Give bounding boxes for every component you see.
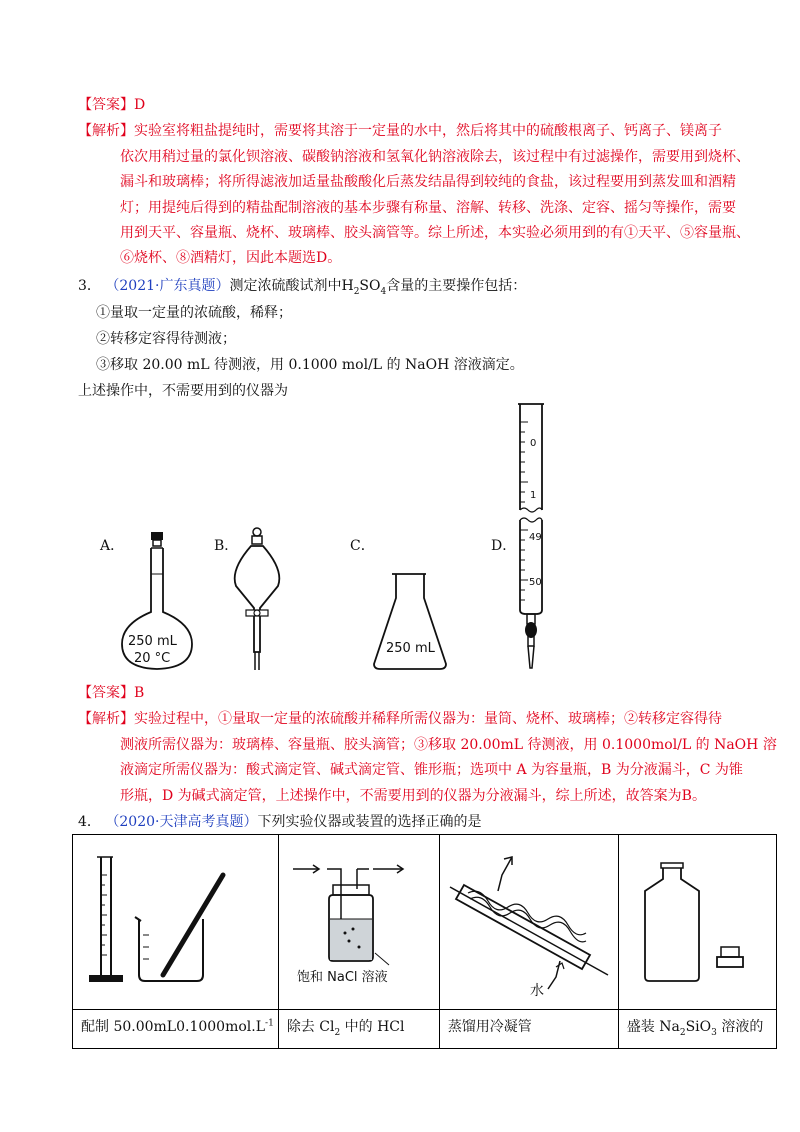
gas-washing-bottle-figure: [279, 835, 439, 1005]
q2-analysis-tag: 【解析】: [78, 123, 134, 139]
q3-analysis-line-2: 测液所需仪器为：玻璃棒、容量瓶、胶头滴管；③移取 20.00mL 待测液，用 0.1000mol/L 的 NaOH 溶: [120, 737, 777, 753]
flask-label-temp: 20 °C: [134, 651, 171, 666]
q2-analysis-line-3: 漏斗和玻璃棒；将所得滤液加适量盐酸酸化后蒸发结晶得到较纯的食盐，该过程要用到蒸发皿和酒精: [120, 174, 736, 190]
base-burette-figure: [510, 402, 552, 672]
burette-tick-49: 49: [529, 532, 542, 543]
q3-analysis-line-4: 形瓶，D 为碱式滴定管，上述操作中，不需要用到的仪器为分液漏斗，综上所述，故答案为B。: [120, 788, 706, 804]
q3-formula: $H_2SO_4$: [341, 278, 387, 297]
q2-answer-value: D: [134, 97, 146, 113]
q2-analysis-line-2: 依次用稍过量的氯化钡溶液、碳酸钠溶液和氢氧化钠溶液除去，该过程中有过滤操作，需要用到烧杯、: [120, 149, 750, 165]
q3-step-1: ①量取一定量的浓硫酸，稀释；: [96, 305, 292, 321]
q3-answer-value: B: [134, 685, 145, 701]
graduated-cylinder-beaker-figure: [73, 835, 259, 1005]
q3-step-3: ③移取 20.00 mL 待测液，用 0.1000 mol/L 的 NaOH 溶液滴定。: [96, 357, 524, 373]
q3-step-2: ②转移定容得待测液；: [96, 331, 236, 347]
q4-cell-graduated-cylinder: [73, 835, 279, 1010]
q3-source: （2021·广东真题）: [105, 278, 230, 294]
erlenmeyer-label: 250 mL: [386, 641, 435, 656]
option-c-label: C．: [350, 538, 375, 554]
volumetric-flask-figure: [118, 528, 198, 674]
erlenmeyer-flask-figure: [370, 572, 452, 672]
q4-cell-reagent-bottle: [618, 835, 776, 1010]
option-d-label: D．: [491, 538, 517, 554]
burette-tick-0: 0: [530, 438, 537, 449]
option-b-label: B．: [214, 538, 239, 554]
q4-caption-4: 盛装 $Na_2SiO_3$ 溶液的: [618, 1010, 776, 1049]
q2-analysis-line-5: 用到天平、容量瓶、烧杯、玻璃棒、胶头滴管等。综上所述，本实验必须用到的有①天平、⑤容量瓶、: [120, 225, 750, 241]
q3-question: 上述操作中，不需要用到的仪器为: [78, 383, 288, 399]
q2-answer: [78, 95, 145, 115]
condenser-label: 水: [529, 983, 544, 999]
q4-number: 4．: [78, 814, 101, 830]
gas-bottle-label: 饱和 NaCl 溶液: [296, 970, 388, 985]
reagent-bottle-figure: [619, 835, 776, 1005]
flask-label-volume: 250 mL: [128, 634, 177, 649]
q2-analysis-line-4: 灯；用提纯后得到的精盐配制溶液的基本步骤有称量、溶解、转移、洗涤、定容、摇匀等操作，需要: [120, 200, 736, 216]
condenser-figure: [440, 835, 618, 1005]
q3-analysis-line-3: 液滴定所需仪器为：酸式滴定管、碱式滴定管、锥形瓶；选项中 A 为容量瓶，B 为分液漏斗，C 为锥: [120, 762, 743, 778]
q4-source: （2020·天津高考真题）: [105, 814, 258, 830]
q4-cell-gas-washing-bottle: [278, 835, 439, 1010]
option-a-label: A．: [100, 538, 125, 554]
q2-answer-tag: 【答案】: [78, 97, 134, 113]
separatory-funnel-figure: [224, 524, 290, 672]
q4-caption-1: 配制 $50.00mL0.1000mol.L^{-1}$: [73, 1010, 279, 1049]
q4-caption-2: 除去 $Cl_2$ 中的 HCl: [278, 1010, 439, 1049]
q4-caption-3: 蒸馏用冷凝管: [439, 1010, 618, 1049]
q3-stem: 3． （2021·广东真题）测定浓硫酸试剂中$H_2SO_4$含量的主要操作包括：: [78, 278, 527, 297]
q3-analysis-line-1: 【解析】实验过程中，①量取一定量的浓硫酸并稀释所需仪器为：量筒、烧杯、玻璃棒；②转移定容得待: [78, 711, 722, 727]
q4-options-table: [72, 834, 777, 1049]
q3-answer: 【答案】B: [78, 685, 145, 701]
q4-stem: 4． （2020·天津高考真题）下列实验仪器或装置的选择正确的是: [78, 814, 482, 830]
q3-number: 3．: [78, 278, 101, 294]
q2-analysis-line-6: ⑥烧杯、⑧酒精灯，因此本题选D。: [120, 250, 342, 266]
q2-analysis-line-1: 【解析】实验室将粗盐提纯时，需要将其溶于一定量的水中，然后将其中的硫酸根离子、钙离子、镁离子: [78, 123, 722, 139]
burette-tick-1: 1: [530, 490, 537, 501]
burette-tick-50: 50: [529, 577, 542, 588]
q4-cell-condenser: [439, 835, 618, 1010]
